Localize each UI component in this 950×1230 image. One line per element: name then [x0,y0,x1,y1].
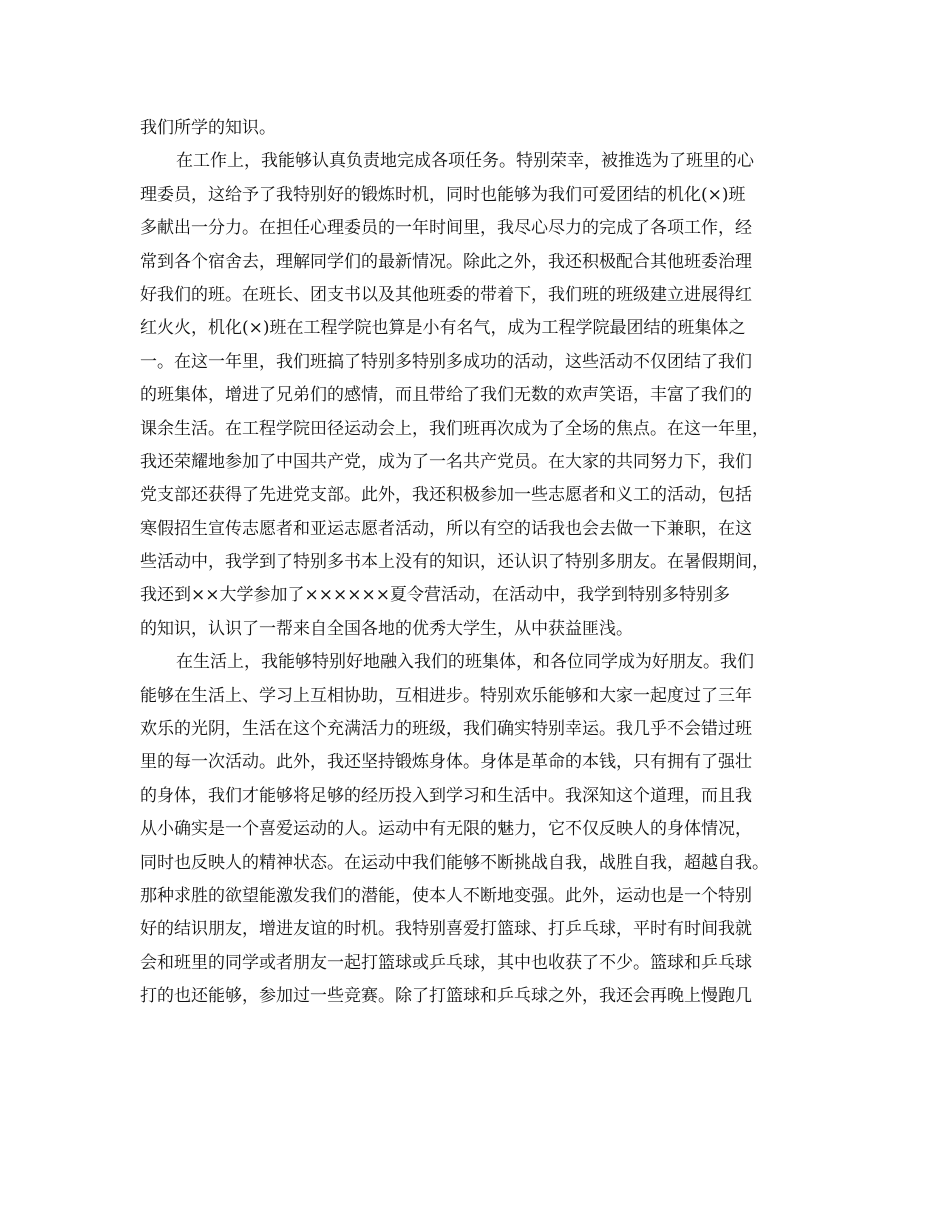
text-line: 欢乐的光阴，生活在这个充满活力的班级，我们确实特别幸运。我几乎不会错过班 [140,719,752,740]
text-line: 的班集体，增进了兄弟们的感情，而且带给了我们无数的欢声笑语，丰富了我们的 [140,385,752,406]
body-text [140,112,820,1014]
text-line: 我还荣耀地参加了中国共产党，成为了一名共产党员。在大家的共同努力下，我们 [140,451,752,472]
paragraph [140,646,820,1013]
paragraph [140,145,820,646]
text-line: 我还到××大学参加了××××××夏令营活动，在活动中，我学到特别多特别多 [140,585,730,606]
text-line: 多献出一分力。在担任心理委员的一年时间里，我尽心尽力的完成了各项工作，经 [140,218,752,239]
text-line: 会和班里的同学或者朋友一起打篮球或乒乓球，其中也收获了不少。篮球和乒乓球 [140,952,752,973]
text-line: 的知识，认识了一帮来自全国各地的优秀大学生，从中获益匪浅。 [140,618,633,639]
text-line: 那种求胜的欲望能激发我们的潜能，使本人不断地变强。此外，运动也是一个特别 [140,885,752,906]
text-line: 党支部还获得了先进党支部。此外，我还积极参加一些志愿者和义工的活动，包括 [140,485,752,506]
text-line: 些活动中，我学到了特别多书本上没有的知识，还认识了特别多朋友。在暑假期间， [140,552,769,573]
text-line: 好我们的班。在班长、团支书以及其他班委的带着下，我们班的班级建立进展得红 [140,284,752,305]
text-line: 课余生活。在工程学院田径运动会上，我们班再次成为了全场的焦点。在这一年里， [140,418,769,439]
text-line: 好的结识朋友，增进友谊的时机。我特别喜爱打篮球、打乒乓球，平时有时间我就 [140,919,752,940]
text-line: 打的也还能够，参加过一些竞赛。除了打篮球和乒乓球之外，我还会再晚上慢跑几 [140,986,752,1007]
text-line: 在工作上，我能够认真负责地完成各项任务。特别荣幸，被推选为了班里的心 [176,151,754,172]
text-line: 寒假招生宣传志愿者和亚运志愿者活动，所以有空的话我也会去做一下兼职，在这 [140,518,752,539]
text-line: 理委员，这给予了我特别好的锻炼时机，同时也能够为我们可爱团结的机化(×)班 [140,184,746,205]
text-line: 红火火，机化(×)班在工程学院也算是小有名气，成为工程学院最团结的班集体之 [140,318,746,339]
text-line: 从小确实是一个喜爱运动的人。运动中有无限的魅力，它不仅反映人的身体情况， [140,819,752,840]
text-line: 的身体，我们才能够将足够的经历投入到学习和生活中。我深知这个道理，而且我 [140,785,752,806]
paragraph [140,112,820,145]
text-line: 在生活上，我能够特别好地融入我们的班集体，和各位同学成为好朋友。我们 [176,652,754,673]
text-line: 常到各个宿舍去，理解同学们的最新情况。除此之外，我还积极配合其他班委治理 [140,251,752,272]
text-line: 能够在生活上、学习上互相协助，互相进步。特别欢乐能够和大家一起度过了三年 [140,685,752,706]
text-line: 里的每一次活动。此外，我还坚持锻炼身体。身体是革命的本钱，只有拥有了强壮 [140,752,752,773]
text-line: 我们所学的知识。 [140,118,276,138]
text-line: 一。在这一年里，我们班搞了特别多特别多成功的活动，这些活动不仅团结了我们 [140,351,752,372]
text-line: 同时也反映人的精神状态。在运动中我们能够不断挑战自我，战胜自我，超越自我。 [140,852,769,873]
